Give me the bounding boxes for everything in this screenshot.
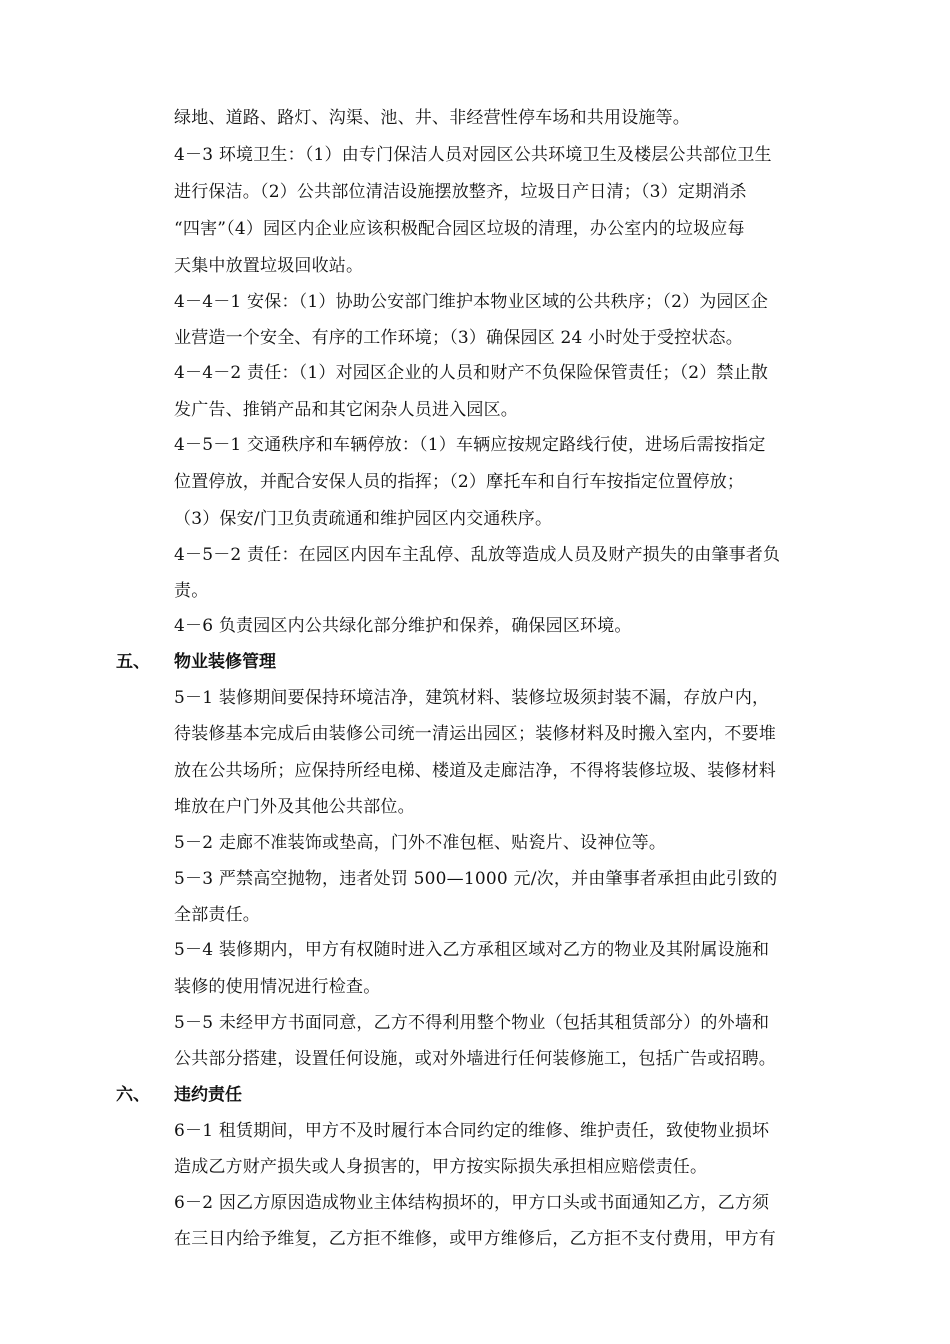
text-line: 公共部分搭建，设置任何设施，或对外墙进行任何装修施工，包括广告或招聘。 bbox=[174, 1049, 776, 1069]
text-line: 发广告、推销产品和其它闲杂人员进入园区。 bbox=[174, 400, 518, 420]
section-6-title: 违约责任 bbox=[174, 1085, 242, 1105]
text-line: 4－5－2 责任：在园区内因车主乱停、乱放等造成人员及财产损失的由肇事者负 bbox=[174, 545, 781, 565]
section-5-title: 物业装修管理 bbox=[174, 652, 276, 672]
text-line: 5－1 装修期间要保持环境洁净，建筑材料、装修垃圾须封装不漏，存放户内， bbox=[174, 688, 770, 708]
text-line: 进行保洁。（2）公共部位清洁设施摆放整齐，垃圾日产日清；（3）定期消杀 bbox=[174, 182, 747, 202]
text-line: 5－5 未经甲方书面同意，乙方不得利用整个物业（包括其租赁部分）的外墙和 bbox=[174, 1013, 770, 1033]
text-line: 4－6 负责园区内公共绿化部分维护和保养，确保园区环境。 bbox=[174, 616, 632, 636]
text-line: 全部责任。 bbox=[174, 905, 260, 925]
text-line: 待装修基本完成后由装修公司统一清运出园区；装修材料及时搬入室内，不要堆 bbox=[174, 724, 776, 744]
text-line: 6－2 因乙方原因造成物业主体结构损坏的，甲方口头或书面通知乙方，乙方须 bbox=[174, 1193, 770, 1213]
text-line: （3）保安/门卫负责疏通和维护园区内交通秩序。 bbox=[174, 509, 553, 529]
text-line: 5－2 走廊不准装饰或垫高，门外不准包框、贴瓷片、设神位等。 bbox=[174, 833, 667, 853]
text-line: 绿地、道路、路灯、沟渠、池、井、非经营性停车场和共用设施等。 bbox=[174, 108, 690, 128]
text-line: 4－3 环境卫生：（1）由专门保洁人员对园区公共环境卫生及楼层公共部位卫生 bbox=[174, 145, 772, 165]
text-line: 堆放在户门外及其他公共部位。 bbox=[174, 797, 415, 817]
text-line: 放在公共场所；应保持所经电梯、楼道及走廊洁净，不得将装修垃圾、装修材料 bbox=[174, 761, 776, 781]
text-line: 在三日内给予维复，乙方拒不维修，或甲方维修后，乙方拒不支付费用，甲方有 bbox=[174, 1229, 776, 1249]
text-line: 位置停放，并配合安保人员的指挥；（2）摩托车和自行车按指定位置停放； bbox=[174, 472, 745, 492]
text-line: 5－3 严禁高空抛物，违者处罚 500—1000 元/次，并由肇事者承担由此引致的 bbox=[174, 869, 778, 889]
text-line: 业营造一个安全、有序的工作环境；（3）确保园区 24 小时处于受控状态。 bbox=[174, 328, 743, 348]
text-line: 造成乙方财产损失或人身损害的，甲方按实际损失承担相应赔偿责任。 bbox=[174, 1157, 708, 1177]
section-5-number: 五、 bbox=[116, 652, 150, 672]
text-line: 4－4－2 责任：（1）对园区企业的人员和财产不负保险保管责任；（2）禁止散 bbox=[174, 363, 769, 383]
text-line: 6－1 租赁期间，甲方不及时履行本合同约定的维修、维护责任，致使物业损坏 bbox=[174, 1121, 770, 1141]
text-line: 5－4 装修期内，甲方有权随时进入乙方承租区域对乙方的物业及其附属设施和 bbox=[174, 940, 770, 960]
text-line: 天集中放置垃圾回收站。 bbox=[174, 256, 364, 276]
text-line: 装修的使用情况进行检查。 bbox=[174, 977, 381, 997]
text-line: 4－4－1 安保：（1）协助公安部门维护本物业区域的公共秩序；（2）为园区企 bbox=[174, 292, 769, 312]
text-line: “四害”（4）园区内企业应该积极配合园区垃圾的清理，办公室内的垃圾应每 bbox=[174, 219, 745, 239]
text-line: 责。 bbox=[174, 581, 209, 601]
text-line: 4－5－1 交通秩序和车辆停放：（1）车辆应按规定路线行使，进场后需按指定 bbox=[174, 435, 766, 455]
section-6-number: 六、 bbox=[116, 1085, 150, 1105]
